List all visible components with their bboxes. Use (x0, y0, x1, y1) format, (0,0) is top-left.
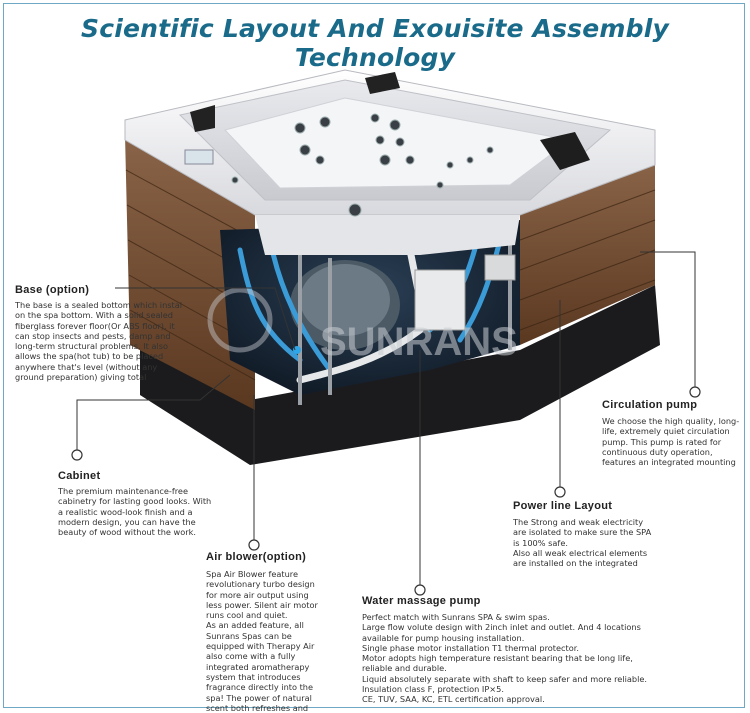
water-massage-pump-label: Water massage pump (362, 595, 481, 607)
power-line-label: Power line Layout (513, 500, 613, 512)
circulation-pump-label: Circulation pump (602, 399, 698, 411)
base-description: The base is a sealed bottom which instal on the spa bottom. With a solid sealed fiberglass forever floor(Or ABS floor), it can stop insects and pests, damp and long-term structural problems. It also allows the spa(hot tub) to be placed anywhere that's level (without any ground preparation) giving total (15, 300, 183, 383)
air-blower-description: Spa Air Blower feature revolutionary turbo design for more air output using less power. Silent air motor runs cool and quiet. As an added feature, all Sunrans Spas can be equipped with Therapy Air also come with a fully integrated aromatherapy system that introduces fragrance directly into the spa! The power of natural scent both refreshes and (206, 569, 318, 713)
circulation-pump-description: We choose the high quality, long- life, extremely quiet circulation pump. This pump is rated for continuous duty operation, features an integrated mounting (602, 416, 740, 468)
watermark: SUNRANS (320, 320, 518, 364)
page-title: Scientific Layout And Exouisite Assembly Technology (80, 14, 670, 72)
power-line-description: The Strong and weak electricity are isolated to make sure the SPA is 100% safe. Also all weak electrical elements are installed on the integrated (513, 517, 652, 569)
water-massage-pump-description: Perfect match with Sunrans SPA & swim spas. Large flow volute design with 2inch inlet and outlet. And 4 locations available for pump housing installation. Single phase motor installation T1 thermal protector. Motor adopts high temperature resistant bearing that be long life, reliable and durable. Liquid absolutely separate with shaft to keep safer and more reliable. Insulation class F, protection IP×5. CE, TUV, SAA, KC, ETL certification approval. (362, 612, 648, 705)
air-blower-label: Air blower(option) (206, 551, 307, 563)
cabinet-description: The premium maintenance-free cabinetry for lasting good looks. With a realistic wood-look finish and a modern design, you can have the beauty of wood without the work. (58, 486, 212, 538)
cabinet-label: Cabinet (58, 470, 101, 482)
base-label: Base (option) (15, 284, 90, 296)
